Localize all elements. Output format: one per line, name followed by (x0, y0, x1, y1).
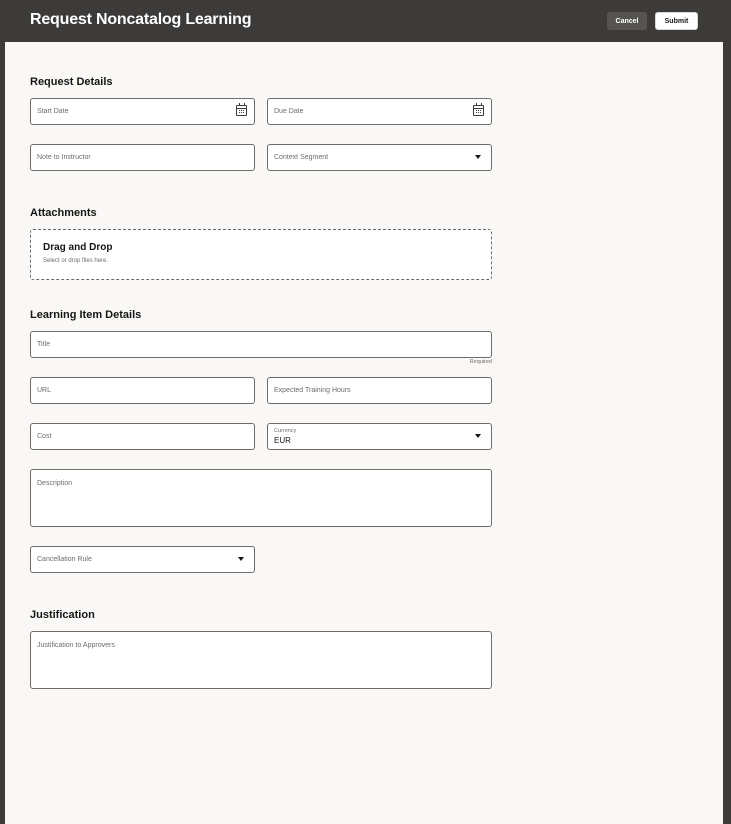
url-label: URL (37, 387, 52, 394)
dropzone-hint: Select or drop files here. (43, 258, 109, 264)
dropzone-title: Drag and Drop (43, 242, 113, 253)
chevron-down-icon[interactable] (475, 434, 481, 438)
learning-item-details-heading: Learning Item Details (30, 309, 142, 321)
start-date-field[interactable] (30, 98, 255, 125)
note-to-instructor-label: Note to Instructor (37, 154, 91, 161)
description-label: Description (37, 480, 73, 487)
title-label: Title (37, 341, 50, 348)
justification-label: Justification to Approvers (37, 642, 115, 649)
required-helper: Required (469, 359, 492, 365)
start-date-label: Start Date (37, 108, 69, 115)
currency-value: EUR (274, 436, 291, 445)
chevron-down-icon[interactable] (475, 155, 481, 159)
description-textarea[interactable] (30, 469, 492, 527)
currency-select[interactable] (267, 423, 492, 450)
expected-training-hours-field[interactable] (267, 377, 492, 404)
cancellation-rule-select[interactable] (30, 546, 255, 573)
calendar-icon[interactable] (236, 105, 247, 116)
cancel-button[interactable]: Cancel (607, 12, 647, 30)
cost-field[interactable] (30, 423, 255, 450)
justification-textarea[interactable] (30, 631, 492, 689)
attachments-heading: Attachments (30, 207, 97, 219)
justification-heading: Justification (30, 609, 95, 621)
page-title: Request Noncatalog Learning (30, 11, 252, 28)
chevron-down-icon[interactable] (238, 557, 244, 561)
cancellation-rule-label: Cancellation Rule (37, 556, 92, 563)
calendar-icon[interactable] (473, 105, 484, 116)
expected-training-hours-label: Expected Training Hours (274, 387, 351, 394)
title-field[interactable] (30, 331, 492, 358)
page-header (0, 0, 731, 42)
cost-label: Cost (37, 433, 52, 440)
context-segment-select[interactable] (267, 144, 492, 171)
due-date-label: Due Date (274, 108, 304, 115)
url-field[interactable] (30, 377, 255, 404)
submit-button[interactable]: Submit (655, 12, 698, 30)
note-to-instructor-field[interactable] (30, 144, 255, 171)
request-details-heading: Request Details (30, 76, 113, 88)
file-dropzone[interactable] (30, 229, 492, 280)
due-date-field[interactable] (267, 98, 492, 125)
currency-label: Currency (274, 428, 297, 434)
context-segment-label: Context Segment (274, 154, 329, 161)
